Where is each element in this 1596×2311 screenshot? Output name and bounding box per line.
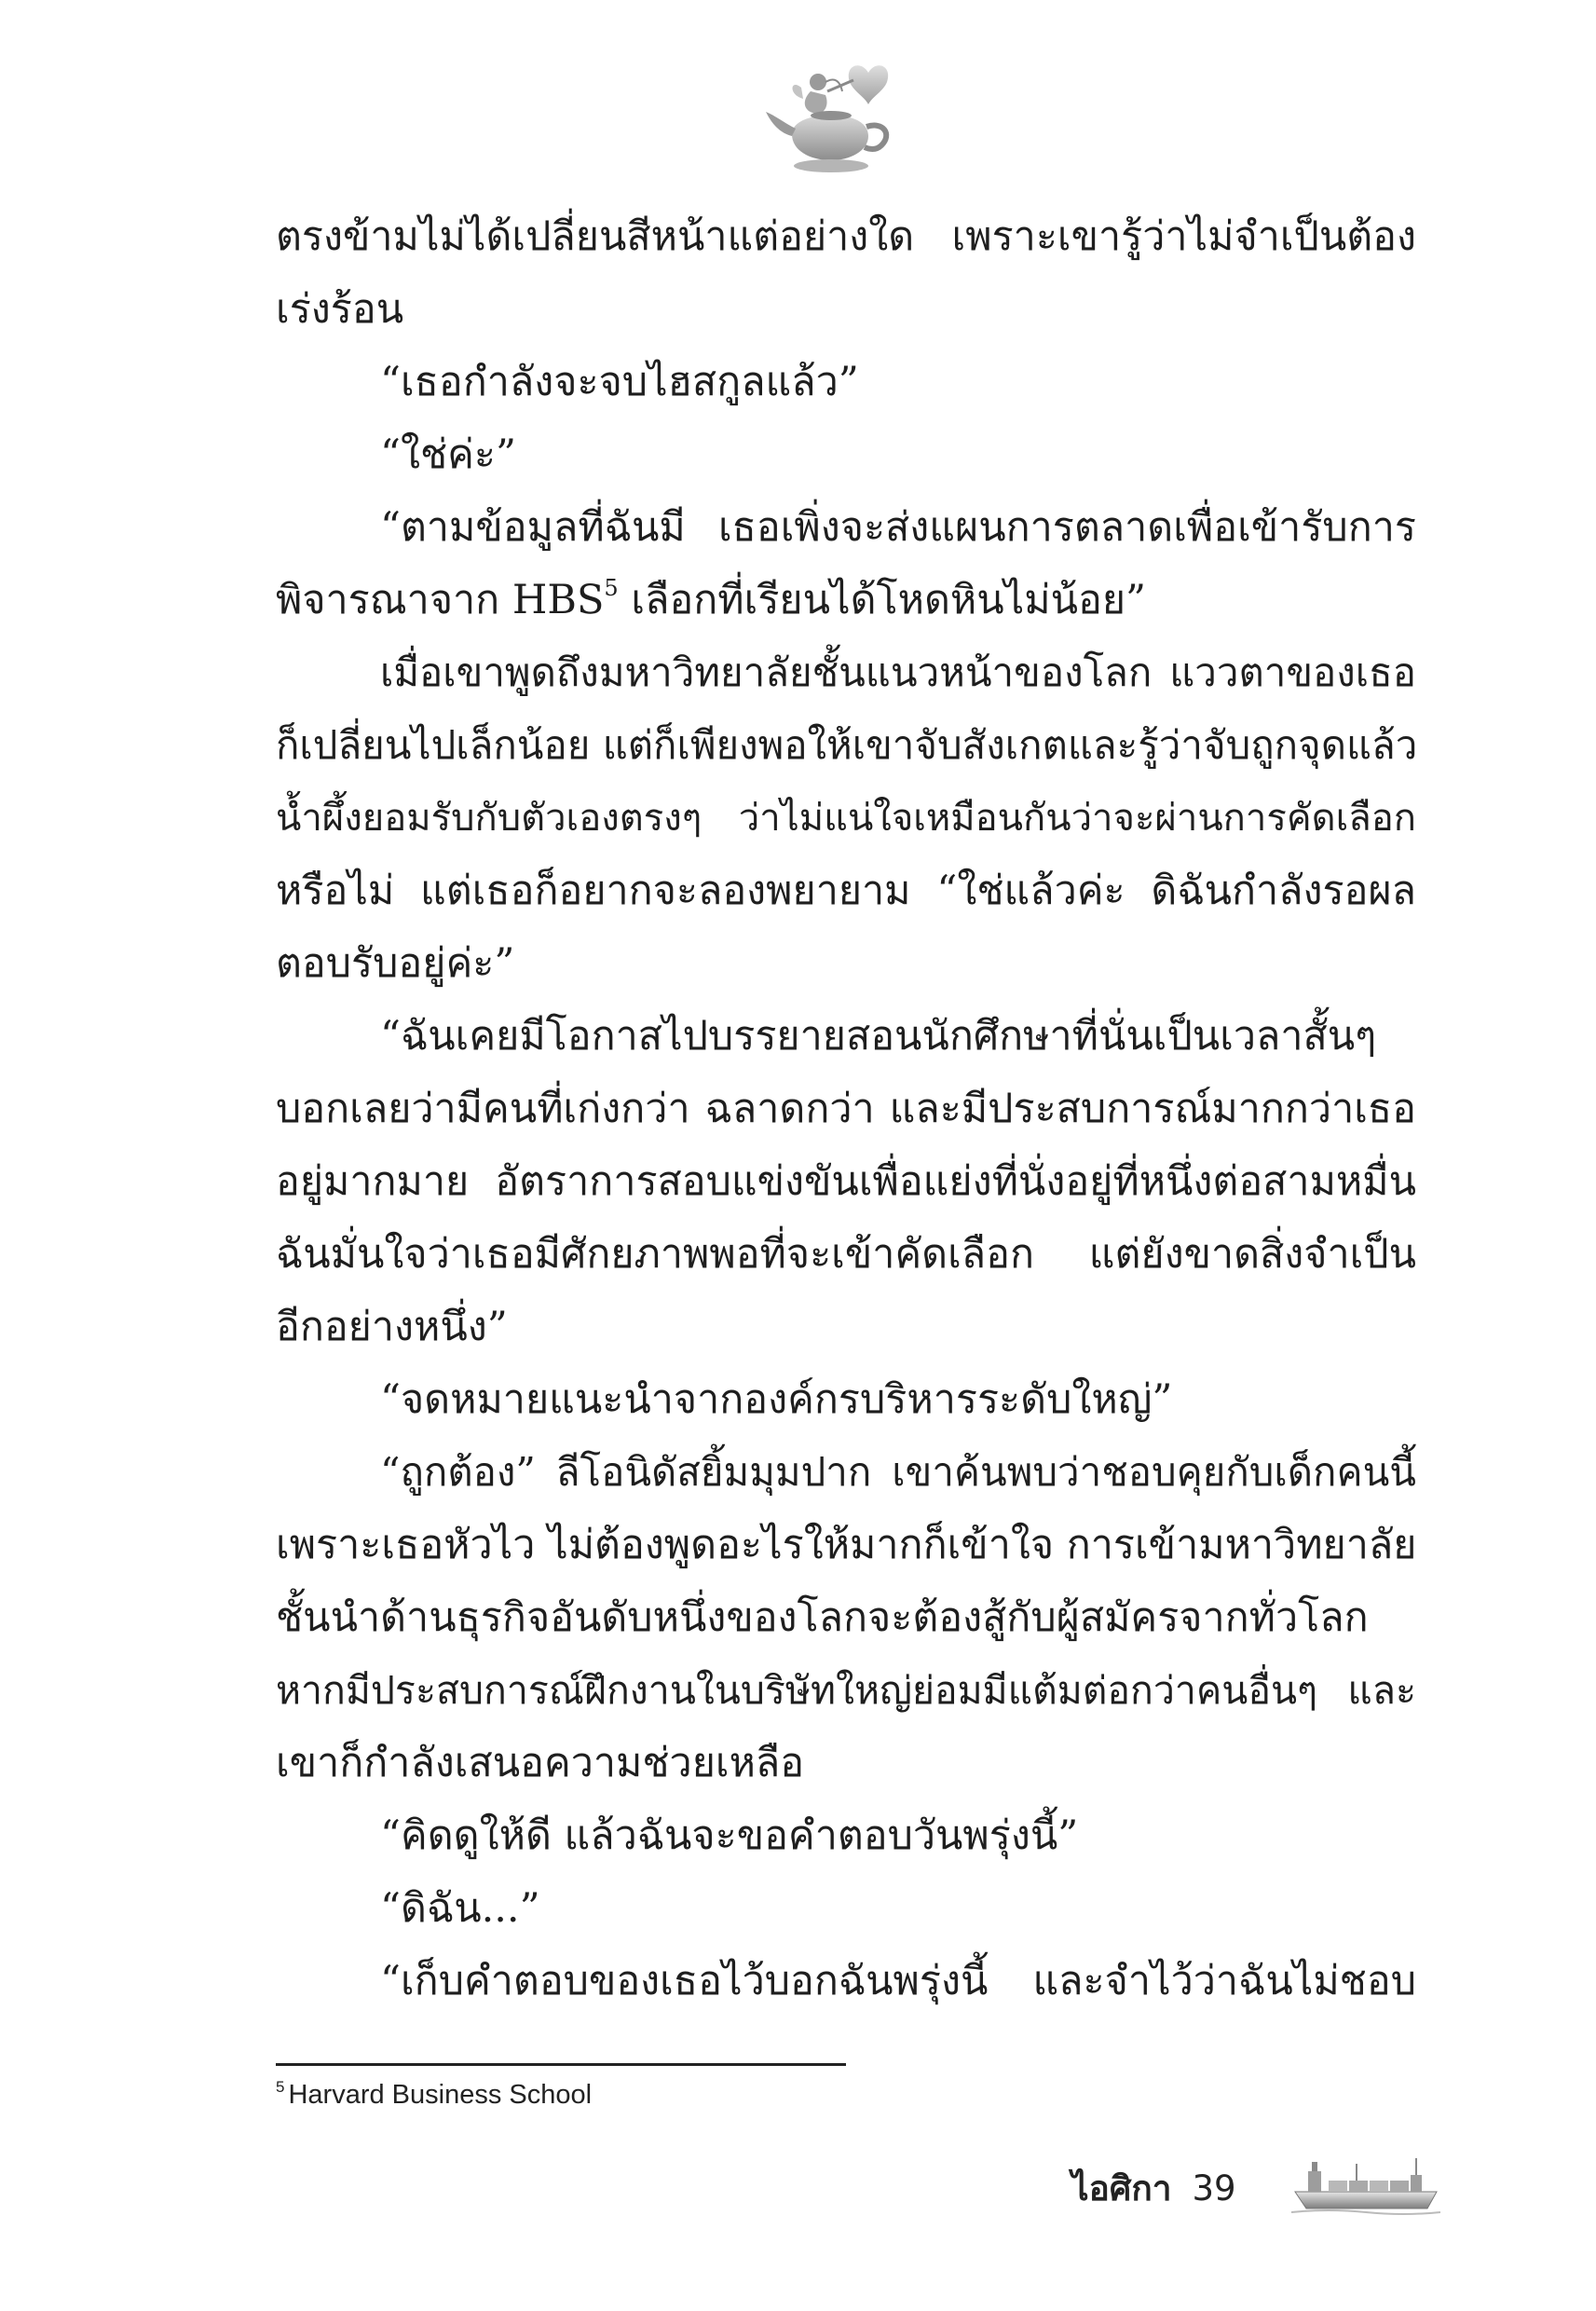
- text-line: “จดหมายแนะนำจากองค์กรบริหารระดับใหญ่”: [380, 1376, 1173, 1423]
- cupid-teapot-icon: [764, 54, 904, 180]
- text-line: ก็เปลี่ยนไปเล็กน้อย แต่ก็เพียงพอให้เขาจับสังเกตและรู้ว่าจับถูกจุดแล้ว: [276, 722, 1418, 768]
- text-line: เร่งร้อน: [276, 286, 404, 333]
- text-line: “คิดดูให้ดี แล้วฉันจะขอคำตอบวันพรุ่งนี้”: [380, 1812, 1079, 1859]
- text-line: หากมีประสบการณ์ฝึกงานในบริษัทใหญ่ย่อมมีแต้มต่อกว่าคนอื่นๆ และ: [276, 1668, 1416, 1713]
- text-fragment: พิจารณาจาก HBS: [276, 577, 605, 623]
- text-line: [276, 564, 1416, 636]
- text-line: หรือไม่ แต่เธอก็อยากจะลองพยายาม “ใช่แล้วค่ะ ดิฉันกำลังรอผล: [276, 868, 1416, 914]
- text-line: บอกเลยว่ามีคนที่เก่งกว่า ฉลาดกว่า และมีประสบการณ์มากกว่าเธอ: [276, 1086, 1416, 1132]
- text-line: ชั้นนำด้านธุรกิจอันดับหนึ่งของโลกจะต้องสู้กับผู้สมัครจากทั่วโลก: [276, 1594, 1369, 1641]
- text-line: “ถูกต้อง” ลีโอนิดัสยิ้มมุมปาก เขาค้นพบว่าชอบคุยกับเด็กคนนี้: [380, 1449, 1416, 1495]
- text-line: เมื่อเขาพูดถึงมหาวิทยาลัยชั้นแนวหน้าของโลก แววตาของเธอ: [380, 650, 1416, 695]
- text-line: เพราะเธอหัวไว ไม่ต้องพูดอะไรให้มากก็เข้าใจ การเข้ามหาวิทยาลัย: [276, 1522, 1417, 1568]
- text-line: “ดิฉัน...”: [380, 1885, 540, 1932]
- text-line: “ตามข้อมูลที่ฉันมี เธอเพิ่งจะส่งแผนการตลาดเพื่อเข้ารับการ: [380, 504, 1416, 551]
- text-line: ตรงข้ามไม่ได้เปลี่ยนสีหน้าแต่อย่างใด เพราะเขารู้ว่าไม่จำเป็นต้อง: [276, 213, 1416, 260]
- footnote-marker: 5: [604, 574, 619, 601]
- book-title: ไอศิกา: [1071, 2167, 1172, 2208]
- footnote: [276, 2080, 592, 2111]
- page-number: 39: [1192, 2167, 1236, 2208]
- text-line: ตอบรับอยู่ค่ะ”: [276, 940, 515, 987]
- text-fragment: เลือกที่เรียนได้โหดหินไม่น้อย”: [618, 577, 1147, 623]
- text-line: น้ำผึ้งยอมรับกับตัวเองตรงๆ ว่าไม่แน่ใจเหมือนกันว่าจะผ่านการคัดเลือก: [276, 797, 1416, 840]
- text-line: ฉันมั่นใจว่าเธอมีศักยภาพพอที่จะเข้าคัดเลือก แต่ยังขาดสิ่งจำเป็น: [276, 1231, 1416, 1278]
- footnote-divider: [276, 2063, 846, 2066]
- text-line: “ใช่ค่ะ”: [380, 431, 517, 478]
- text-line: “เธอกำลังจะจบไฮสกูลแล้ว”: [380, 359, 859, 405]
- text-line: “เก็บคำตอบของเธอไว้บอกฉันพรุ่งนี้ และจำไว้ว่าฉันไม่ชอบ: [380, 1958, 1416, 2004]
- text-line: อยู่มากมาย อัตราการสอบแข่งขันเพื่อแย่งที่นั่งอยู่ที่หนึ่งต่อสามหมื่น: [276, 1158, 1416, 1205]
- body-text: [276, 200, 1416, 2017]
- text-line: อีกอย่างหนึ่ง”: [276, 1304, 508, 1350]
- cargo-ship-icon: [1291, 2143, 1440, 2218]
- text-line: เขาก็กำลังเสนอความช่วยเหลือ: [276, 1740, 805, 1786]
- page-footer: [1071, 2160, 1236, 2216]
- text-line: “ฉันเคยมีโอกาสไปบรรยายสอนนักศึกษาที่นั่นเป็นเวลาสั้นๆ: [380, 1013, 1377, 1060]
- footnote-number: 5: [276, 2078, 285, 2096]
- footnote-text: Harvard Business School: [288, 2080, 593, 2110]
